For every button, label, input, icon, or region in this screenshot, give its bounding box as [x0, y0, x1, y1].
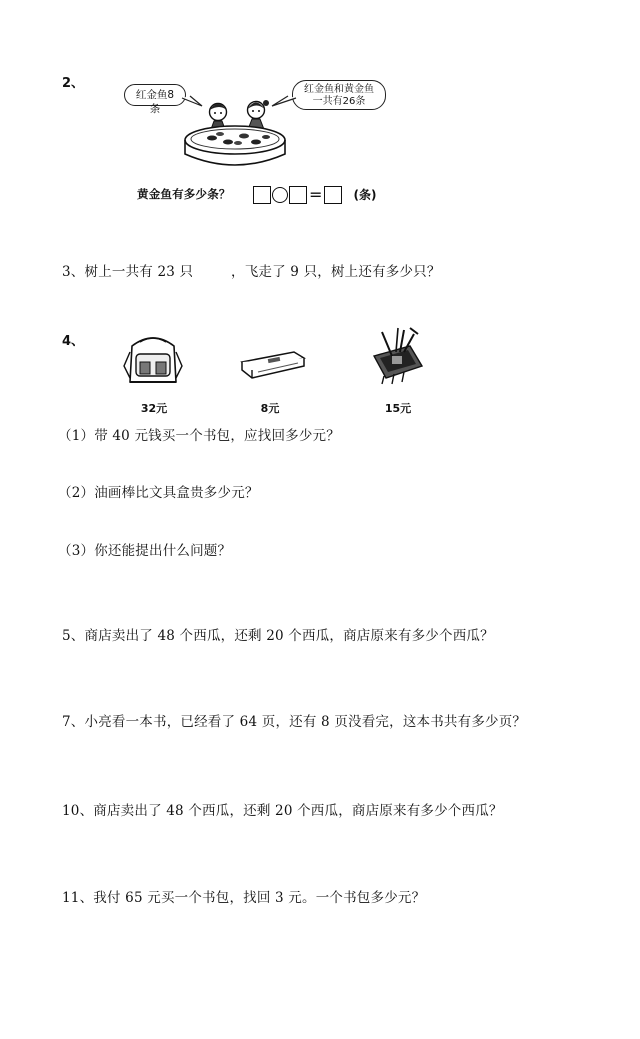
bubble-left-text: 红金鱼8条 [135, 89, 175, 115]
q10-text: 10、商店卖出了 48 个西瓜，还剩 20 个西瓜，商店原来有多少个西瓜？ [62, 803, 503, 819]
q4-number: 4、 [62, 334, 85, 349]
q7-text: 7、小亮看一本书，已经看了 64 页，还有 8 页没看完，这本书共有多少页？ [62, 714, 527, 730]
speech-bubble-left [124, 84, 186, 115]
fish-pool-illustration [180, 92, 300, 174]
q4-sub2: （2）油画棒比文具盒贵多少元？ [58, 485, 259, 501]
answer-box-1[interactable] [253, 186, 271, 204]
q4-sub3: （3）你还能提出什么问题？ [58, 543, 232, 559]
q5-text: 5、商店卖出了 48 个西瓜，还剩 20 个西瓜，商店原来有多少个西瓜？ [62, 628, 494, 644]
answer-box-3[interactable] [324, 186, 342, 204]
price-pencil-case: 8元 [260, 402, 280, 415]
q3-text-part1: 3、树上一共有 23 只 [62, 264, 194, 280]
backpack-icon [120, 332, 186, 388]
unit-label: (条) [353, 188, 377, 202]
bubble-right-line2: 一共有26条 [312, 95, 366, 107]
equals-sign: = [309, 185, 323, 204]
q2-equation [253, 184, 376, 206]
pencil-case-icon [238, 346, 308, 380]
answer-box-2[interactable] [289, 186, 307, 204]
speech-bubble-right [292, 80, 386, 110]
price-paint-box: 15元 [384, 402, 412, 415]
paint-box-icon [370, 326, 426, 386]
q2-number: 2、 [62, 76, 85, 91]
q4-sub1: （1）带 40 元钱买一个书包，应找回多少元？ [58, 428, 340, 444]
price-backpack: 32元 [140, 402, 168, 415]
bubble-right-line1: 红金鱼和黄金鱼 [304, 84, 374, 95]
q11-text: 11、我付 65 元买一个书包，找回 3 元。一个书包多少元？ [62, 890, 426, 906]
operator-circle[interactable] [272, 187, 288, 203]
q3-text-part2: ，飞走了 9 只，树上还有多少只？ [231, 264, 441, 280]
q2-question: 黄金鱼有多少条？ [137, 187, 231, 201]
